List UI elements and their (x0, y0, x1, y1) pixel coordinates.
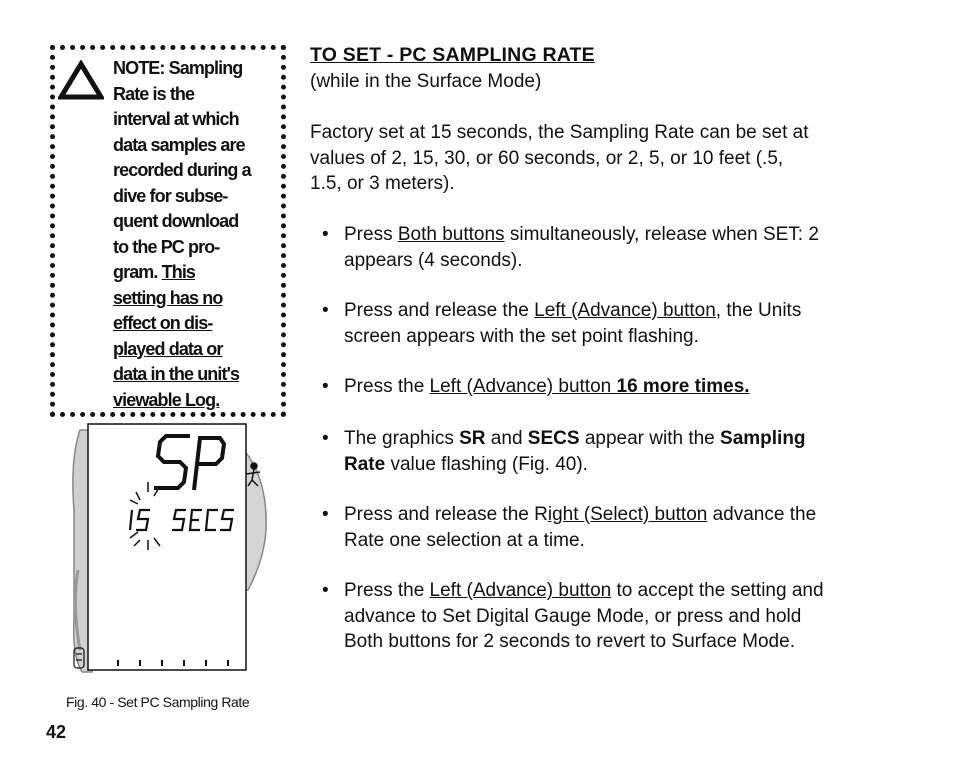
note-underlined-line: effect on dis- (113, 313, 213, 333)
button-reference: ight (Select) button (547, 504, 708, 525)
note-line: Rate is the (113, 83, 195, 104)
page-number: 42 (46, 722, 67, 742)
note-line: gram. This (113, 262, 196, 282)
dive-computer-figure (68, 420, 268, 680)
bullet-text: Press and release the Left (Advance) button, the Units (344, 300, 802, 321)
bullet-continuation: screen appears with the set point flashing. (344, 325, 699, 347)
note-underlined-line: data in the unit's (113, 364, 240, 384)
bullet-dot: • (322, 376, 329, 397)
bullet-text: Press the Left (Advance) button 16 more times. (344, 376, 750, 397)
note-line: recorded during a (113, 160, 251, 180)
note-text (113, 56, 285, 413)
note-line: dive for subse- (113, 185, 228, 206)
warning-triangle-icon (58, 60, 104, 100)
section-subheading: (while in the Surface Mode) (310, 71, 542, 92)
note-underlined-line: setting has no (113, 287, 223, 308)
note-line: data samples are (113, 134, 245, 155)
note-line: to the PC pro- (113, 236, 220, 257)
bullet-dot: • (322, 428, 329, 449)
button-reference: Both buttons (397, 224, 505, 245)
intro-line: 1.5, or 3 meters). (310, 173, 455, 194)
note-line: NOTE: Sampling (113, 58, 243, 78)
bullet-text: The graphics SR and SECS appear with the Sampling (344, 428, 806, 449)
bullet-continuation: Rate one selection at a time. (344, 529, 585, 551)
note-line: quent download (113, 211, 239, 231)
device-bezel-right (244, 450, 266, 590)
note-line: interval at which (113, 109, 239, 129)
bullet-text: Press and release the Right (Select) button advance the (344, 504, 817, 525)
note-underlined: This (161, 262, 196, 282)
button-reference: Left (Advance) button 16 more times. (429, 376, 750, 397)
note-underlined-line: viewable Log. (113, 389, 220, 410)
bullet-continuation: appears (4 seconds). (344, 249, 523, 271)
intro-paragraph (310, 120, 870, 197)
bullet-continuation: Rate value flashing (Fig. 40). (344, 453, 588, 475)
bullet-continuation: Both buttons for 2 seconds to revert to Surface Mode. (344, 631, 795, 652)
figure-caption: Fig. 40 - Set PC Sampling Rate (66, 694, 250, 710)
bullet-text: Press the Left (Advance) button to accept the setting and (344, 580, 824, 601)
bullet-dot: • (322, 580, 329, 601)
note-underlined-line: played data or (113, 338, 223, 359)
button-reference: Left (Advance) button (534, 300, 716, 321)
intro-line: Factory set at 15 seconds, the Sampling Rate can be set at (310, 122, 809, 143)
bullet-dot: • (322, 504, 329, 525)
section-heading: TO SET - PC SAMPLING RATE (310, 44, 595, 66)
button-reference: Left (Advance) button (429, 580, 612, 601)
bullet-text: Press Both buttons simultaneously, release when SET: 2 (344, 224, 819, 245)
bullet-dot: • (322, 224, 329, 245)
bullet-continuation: advance to Set Digital Gauge Mode, or press and hold (344, 605, 802, 627)
intro-line: values of 2, 15, 30, or 60 seconds, or 2, 5, or 10 feet (.5, (310, 147, 784, 169)
bullet-dot: • (322, 300, 329, 321)
